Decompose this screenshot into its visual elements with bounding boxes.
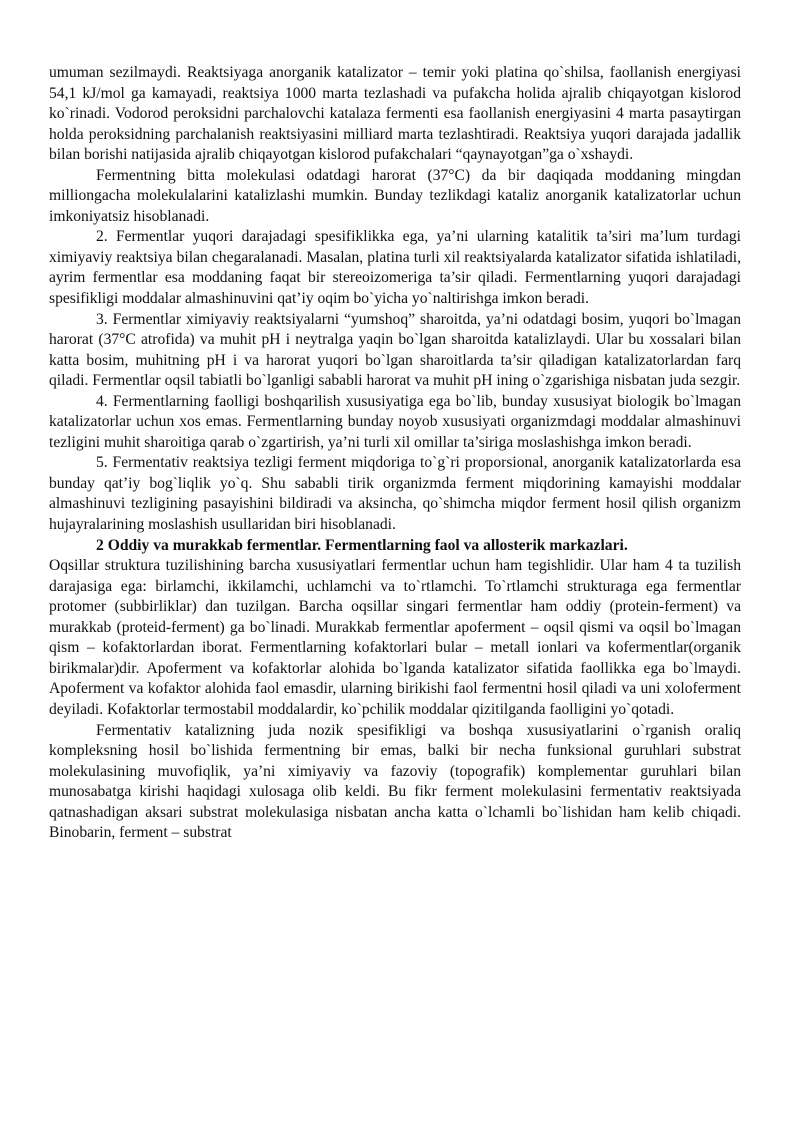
document-page	[49, 63, 741, 844]
paragraph-continuation: umuman sezilmaydi. Reaktsiyaga anorganik katalizator – temir yoki platina qo`shilsa, faollanish energiyasi 54,1 kJ/mol ga kamayadi, reaktsiya 1000 marta tezlashadi va pufakcha holida ajralib chiqayotgan kislorod ko`rinadi. Vodorod peroksidni parchalovchi katalaza fermenti esa faollanish energiyasini 4 marta pasaytirgan holda peroksidning parchalanish reaktsiyasini milliard marta tezlashtiradi. Reaktsiya yuqori darajada jadallik bilan borishi natijasida ajralib chiqayotgan kislorod pufakchalari “qaynayotgan”ga o`xshaydi.	[49, 64, 741, 164]
paragraph-structure: Oqsillar struktura tuzilishining barcha xususiyatlari fermentlar uchun ham tegishlidir. Ular ham 4 ta tuzilish darajasiga ega: birlamchi, ikkilamchi, uchlamchi va to`rtlamchi. To`rtlamchi strukturaga ega fermentlar protomer (subbirliklar) dan tuzilgan. Barcha oqsillar singari fermentlar ham oddiy (protein-ferment) va murakkab (proteid-ferment) ga bo`linadi. Murakkab fermentlar apoferment – oqsil qismi va oqsil bo`lmagan qism – kofaktorlardan iborat. Fermentlarning kofaktorlari bular – metall ionlari va kofermentlar(organik birikmalar)dir. Apoferment va kofaktorlar alohida bo`lganda katalizator sifatida faollikka ega bo`lmaydi. Apoferment va kofaktor alohida faol emasdir, ularning birikishi faol fermentni hosil qiladi va uni xoloferment deyiladi. Kofaktorlar termostabil moddalardir, ko`pchilik moddalar qizitilganda faolligini yo`qotadi.	[49, 557, 741, 718]
section-heading: 2 Oddiy va murakkab fermentlar. Fermentlarning faol va allosterik markazlari.	[96, 536, 628, 554]
paragraph-point-4: 4. Fermentlarning faolligi boshqarilish xususiyatiga ega bo`lib, bunday xususiyat biologik bo`lmagan katalizatorlar uchun xos emas. Fermentlarning bunday noyob xususiyati organizmdagi moddalar almashinuvi tezligini muhit sharoitiga qarab o`zgartirish, ya’ni turli xil omillar ta’siriga moslashishga imkon beradi.	[49, 392, 741, 451]
paragraph-point-5: 5. Fermentativ reaktsiya tezligi ferment miqdoriga to`g`ri proporsional, anorganik katalizatorlarda esa bunday qat’iy bog`liqlik yo`q. Shu sababli tirik organizmda ferment miqdorining kamayishi moddalar almashinuvi tezligining pasayishini bildiradi va aksincha, qo`shimcha miqdor ferment hosil qilish organizm hujayralarining moslashish usullaridan biri hisoblanadi.	[49, 454, 741, 534]
paragraph-point-3: 3. Fermentlar ximiyaviy reaktsiyalarni “yumshoq” sharoitda, ya’ni odatdagi bosim, yuqori bo`lmagan harorat (37°C atrofida) va muhit pH i neytralga yaqin bo`lgan sharoitda katalizlaydi. Ular bu xossalari bilan katta bosim, muhitning pH i va harorat yuqori bo`lgan sharoitlarda ta’sir qiladigan katalizatorlardan farq qiladi. Fermentlar oqsil tabiatli bo`lganligi sababli harorat va muhit pH ining o`zgarishiga nisbatan juda sezgir.	[49, 310, 741, 390]
paragraph-specificity: Fermentativ katalizning juda nozik spesifikligi va boshqa xususiyatlarini o`rganish oraliq kompleksning hosil bo`lishida fermentning bir emas, balki bir necha funksional guruhlari substrat molekulasining muvofiqlik, ya’ni ximiyaviy va fazoviy (topografik) komplementar guruhlari bilan munosabatga kirishi haqidagi xulosaga olib keldi. Bu fikr ferment molekulasini fermentativ reaktsiyada qatnashadigan aksari substrat molekulasiga nisbatan ancha katta o`lchamli bo`lishidan ham kelib chiqadi. Binobarin, ferment – substrat	[49, 721, 741, 842]
paragraph-point-2: 2. Fermentlar yuqori darajadagi spesifiklikka ega, ya’ni ularning katalitik ta’siri ma’lum turdagi ximiyaviy reaktsiya bilan chegaralanadi. Masalan, platina turli xil reaktsiyalarda katalizator sifatida ishlatiladi, ayrim fermentlar esa moddaning faqat bir stereoizomeriga ta’sir qiladi. Fermentlarning yuqori darajadagi spesifikligi moddalar almashinuvini qat’iy oqim bo`yicha yo`naltirishga imkon beradi.	[49, 228, 741, 308]
paragraph-enzyme-speed: Fermentning bitta molekulasi odatdagi harorat (37°C) da bir daqiqada moddaning mingdan milliongacha molekulalarini katalizlashi mumkin. Bunday tezlikdagi kataliz anorganik katalizatorlar uchun imkoniyatsiz hisoblanadi.	[49, 166, 741, 225]
